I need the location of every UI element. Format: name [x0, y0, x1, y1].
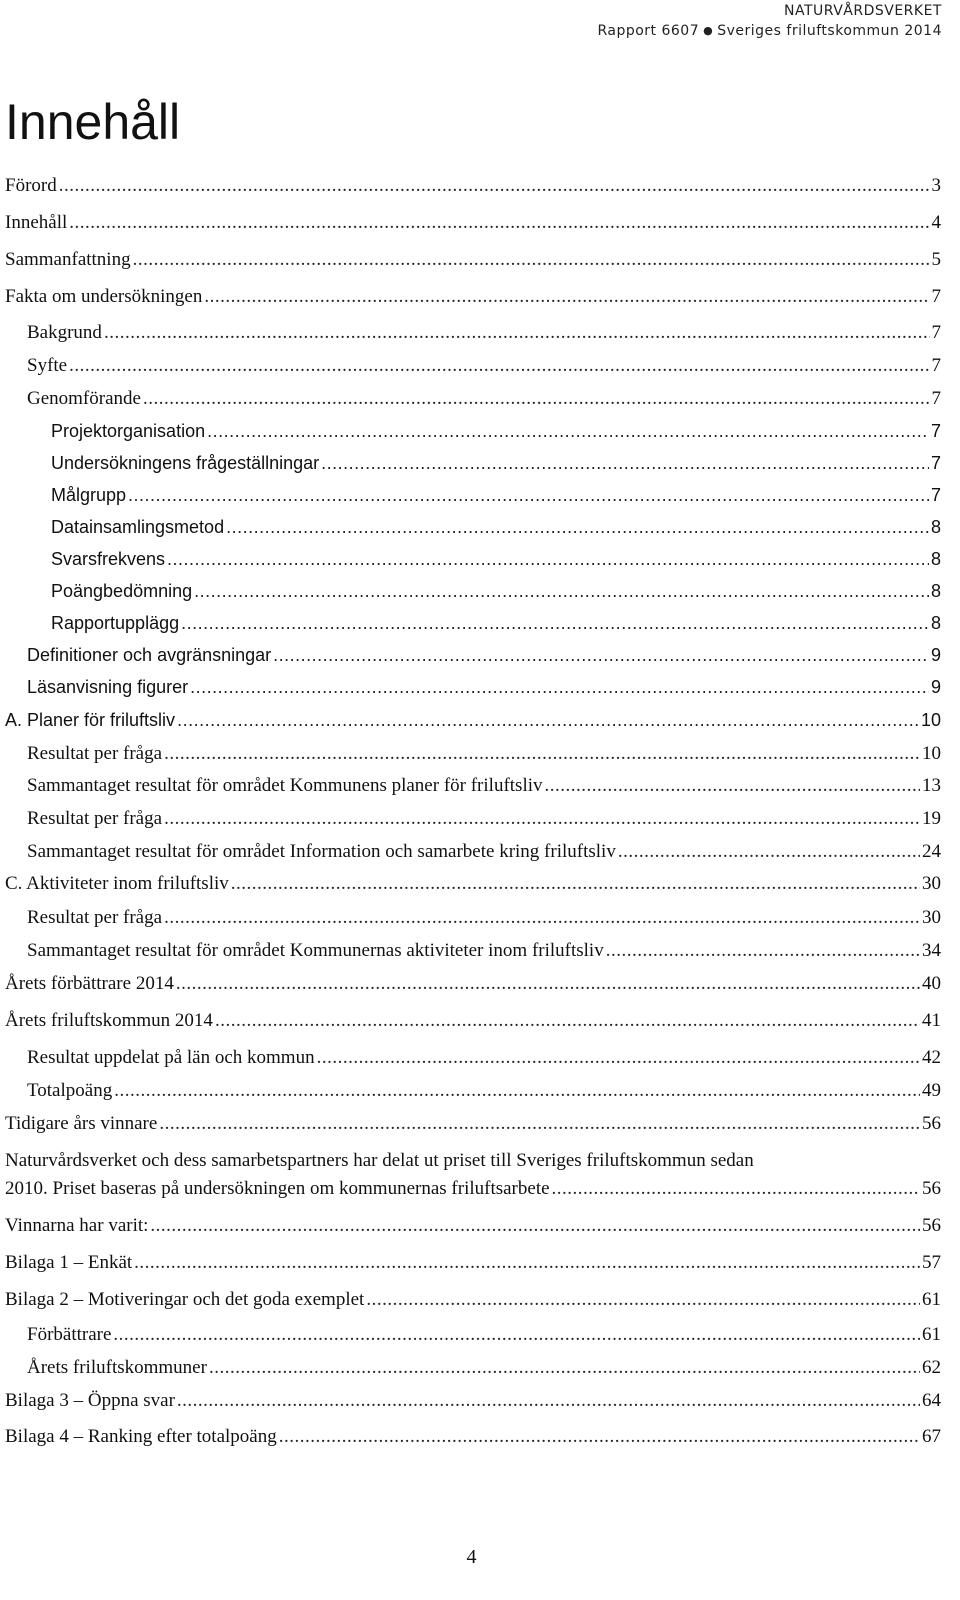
toc-entry[interactable] [5, 707, 941, 733]
toc-entry-title: Projektorganisation [51, 421, 206, 441]
toc-entry-page: 42 [922, 1047, 941, 1068]
toc-entry[interactable] [5, 546, 941, 572]
toc-entry-page: 7 [930, 453, 941, 473]
toc-entry[interactable] [5, 450, 941, 476]
toc-entry-title: Totalpoäng [27, 1080, 113, 1101]
toc-entry[interactable] [5, 173, 941, 199]
toc-entry[interactable] [5, 1213, 941, 1239]
toc-entry-title: Undersökningens frågeställningar [51, 453, 320, 473]
toc-entry-page: 7 [930, 421, 941, 441]
toc-entry-page: 49 [922, 1080, 941, 1101]
toc-entry-title: Årets förbättrare 2014 [5, 973, 174, 994]
toc-entry-page: 62 [922, 1357, 941, 1378]
toc-entry-title: Sammanfattning [5, 249, 131, 270]
toc-entry[interactable] [5, 1424, 941, 1450]
toc-entry-page: 61 [922, 1324, 941, 1345]
toc-entry-page: 8 [930, 517, 941, 537]
toc-entry-title: Bakgrund [27, 322, 102, 343]
toc-entry[interactable] [5, 1148, 941, 1202]
toc-entry-page: 30 [922, 873, 941, 894]
toc-entry-page: 9 [930, 645, 941, 665]
toc-entry[interactable] [5, 514, 941, 540]
toc-entry[interactable] [5, 773, 941, 799]
toc-entry-page: 7 [930, 485, 941, 505]
toc-entry-page: 9 [930, 677, 941, 697]
toc-entry-page: 3 [931, 175, 941, 196]
header-series: Sveriges friluftskommun 2014 [717, 23, 942, 39]
toc-entry-page: 7 [931, 286, 941, 307]
toc-entry-page: 41 [922, 1010, 941, 1031]
toc-entry-page: 7 [931, 355, 941, 376]
toc-entry-title: Bilaga 3 – Öppna svar [5, 1390, 175, 1411]
toc-entry-title: Målgrupp [51, 485, 127, 505]
header-org: NATURVÅRDSVERKET [783, 3, 942, 19]
toc-entry-page: 30 [922, 907, 941, 928]
toc-entry-title: Läsanvisning figurer [27, 677, 189, 697]
toc-entry-title: Förord [5, 175, 57, 196]
toc-entry-page: 64 [922, 1390, 941, 1411]
toc-entry-title: Innehåll [5, 212, 68, 233]
toc-entry-page: 4 [931, 212, 941, 233]
toc-entry-title: Sammantaget resultat för området Information och samarbete kring friluftsliv [27, 841, 616, 862]
toc-entry-title: Tidigare års vinnare [5, 1113, 158, 1134]
toc-entry[interactable] [5, 839, 941, 865]
page-title: Innehåll [5, 94, 181, 150]
toc-entry[interactable] [5, 247, 941, 273]
toc-entry[interactable] [5, 1388, 941, 1414]
toc-entry[interactable] [5, 1322, 941, 1348]
toc-entry[interactable] [5, 1355, 941, 1381]
toc-entry-page: 8 [930, 581, 941, 601]
toc-entry-title: Årets friluftskommuner [27, 1357, 207, 1378]
toc-entry[interactable] [5, 578, 941, 604]
toc-entry[interactable] [5, 482, 941, 508]
toc-entry[interactable] [5, 905, 941, 931]
toc-entry[interactable] [5, 1111, 941, 1137]
bullet-icon: ● [703, 24, 714, 37]
toc-entry[interactable] [5, 610, 941, 636]
toc-entry[interactable] [5, 418, 941, 444]
toc-entry[interactable] [5, 971, 941, 997]
toc-entry[interactable] [5, 1078, 941, 1104]
toc-entry-title: Årets friluftskommun 2014 [5, 1010, 213, 1031]
toc-entry-title: Definitioner och avgränsningar [27, 645, 272, 665]
page-number: 4 [466, 1546, 477, 1568]
toc-entry-page: 8 [930, 549, 941, 569]
toc-entry-title: Sammantaget resultat för området Kommunernas aktiviteter inom friluftsliv [27, 940, 604, 961]
toc-entry-title: Resultat per fråga [27, 808, 163, 829]
toc-entry[interactable] [5, 642, 941, 668]
toc-entry[interactable] [5, 1045, 941, 1071]
toc-entry-title-continued: 2010. Priset baseras på undersökningen om kommunernas friluftsarbete [5, 1178, 550, 1199]
toc-entry[interactable] [5, 938, 941, 964]
toc-entry[interactable] [5, 353, 941, 379]
toc-entry-title: A. Planer för friluftsliv [5, 710, 176, 730]
toc-entry-title: Naturvårdsverket och dess samarbetspartners har delat ut priset till Sveriges friluftskommun sedan [5, 1150, 754, 1171]
toc-entry-title: Bilaga 1 – Enkät [5, 1252, 133, 1273]
toc-entry-title: Resultat uppdelat på län och kommun [27, 1047, 315, 1068]
toc-entry-page: 7 [931, 322, 941, 343]
toc-entry[interactable] [5, 806, 941, 832]
toc-entry-page: 7 [931, 388, 941, 409]
toc-entry-page: 57 [922, 1252, 941, 1273]
toc-entry-title: Resultat per fråga [27, 907, 163, 928]
header-report: Rapport 6607 [597, 23, 700, 39]
toc-entry-page: 56 [922, 1113, 941, 1134]
toc-entry[interactable] [5, 210, 941, 236]
toc-entry[interactable] [5, 1250, 941, 1276]
toc-entry-title: Datainsamlingsmetod [51, 517, 225, 537]
toc-entry-page: 19 [922, 808, 941, 829]
toc-entry-page: 34 [922, 940, 941, 961]
toc-entry[interactable] [5, 386, 941, 412]
toc-entry-title: Bilaga 2 – Motiveringar och det goda exemplet [5, 1289, 365, 1310]
report-header [597, 2, 942, 41]
toc-entry-page: 61 [922, 1289, 941, 1310]
toc-entry-title: Rapportupplägg [51, 613, 180, 633]
toc-entry-title: Svarsfrekvens [51, 549, 166, 569]
toc-entry[interactable] [5, 674, 941, 700]
toc-entry[interactable] [5, 871, 941, 897]
toc-entry-title: Fakta om undersökningen [5, 286, 203, 307]
toc-entry-page: 56 [922, 1215, 941, 1236]
toc-entry-page: 8 [930, 613, 941, 633]
toc-entry-title: Sammantaget resultat för området Kommunens planer för friluftsliv [27, 775, 543, 796]
toc-entry-page: 10 [922, 743, 941, 764]
toc-entry[interactable] [5, 1008, 941, 1034]
toc-entry-title: Poängbedömning [51, 581, 193, 601]
toc-entry-title: C. Aktiviteter inom friluftsliv [5, 873, 229, 894]
toc-entry-title: Genomförande [27, 388, 141, 409]
toc-entry[interactable] [5, 284, 941, 310]
toc-entry-title: Syfte [27, 355, 68, 376]
toc-entry-page: 67 [922, 1426, 941, 1447]
toc-entry-page: 40 [922, 973, 941, 994]
toc-entry-title: Bilaga 4 – Ranking efter totalpoäng [5, 1426, 277, 1447]
toc-entry-page: 10 [920, 710, 941, 730]
toc-entry-page: 56 [922, 1178, 941, 1199]
toc-entry[interactable] [5, 1287, 941, 1313]
toc-entry-page: 24 [922, 841, 941, 862]
toc-entry[interactable] [5, 741, 941, 767]
toc-entry-title: Förbättrare [27, 1324, 112, 1345]
toc-entry-page: 5 [931, 249, 941, 270]
toc-entry-title: Resultat per fråga [27, 743, 163, 764]
toc-entry-title: Vinnarna har varit: [5, 1215, 149, 1236]
header-report-line [597, 21, 942, 41]
toc-entry[interactable] [5, 320, 941, 346]
toc-entry-page: 13 [922, 775, 941, 796]
